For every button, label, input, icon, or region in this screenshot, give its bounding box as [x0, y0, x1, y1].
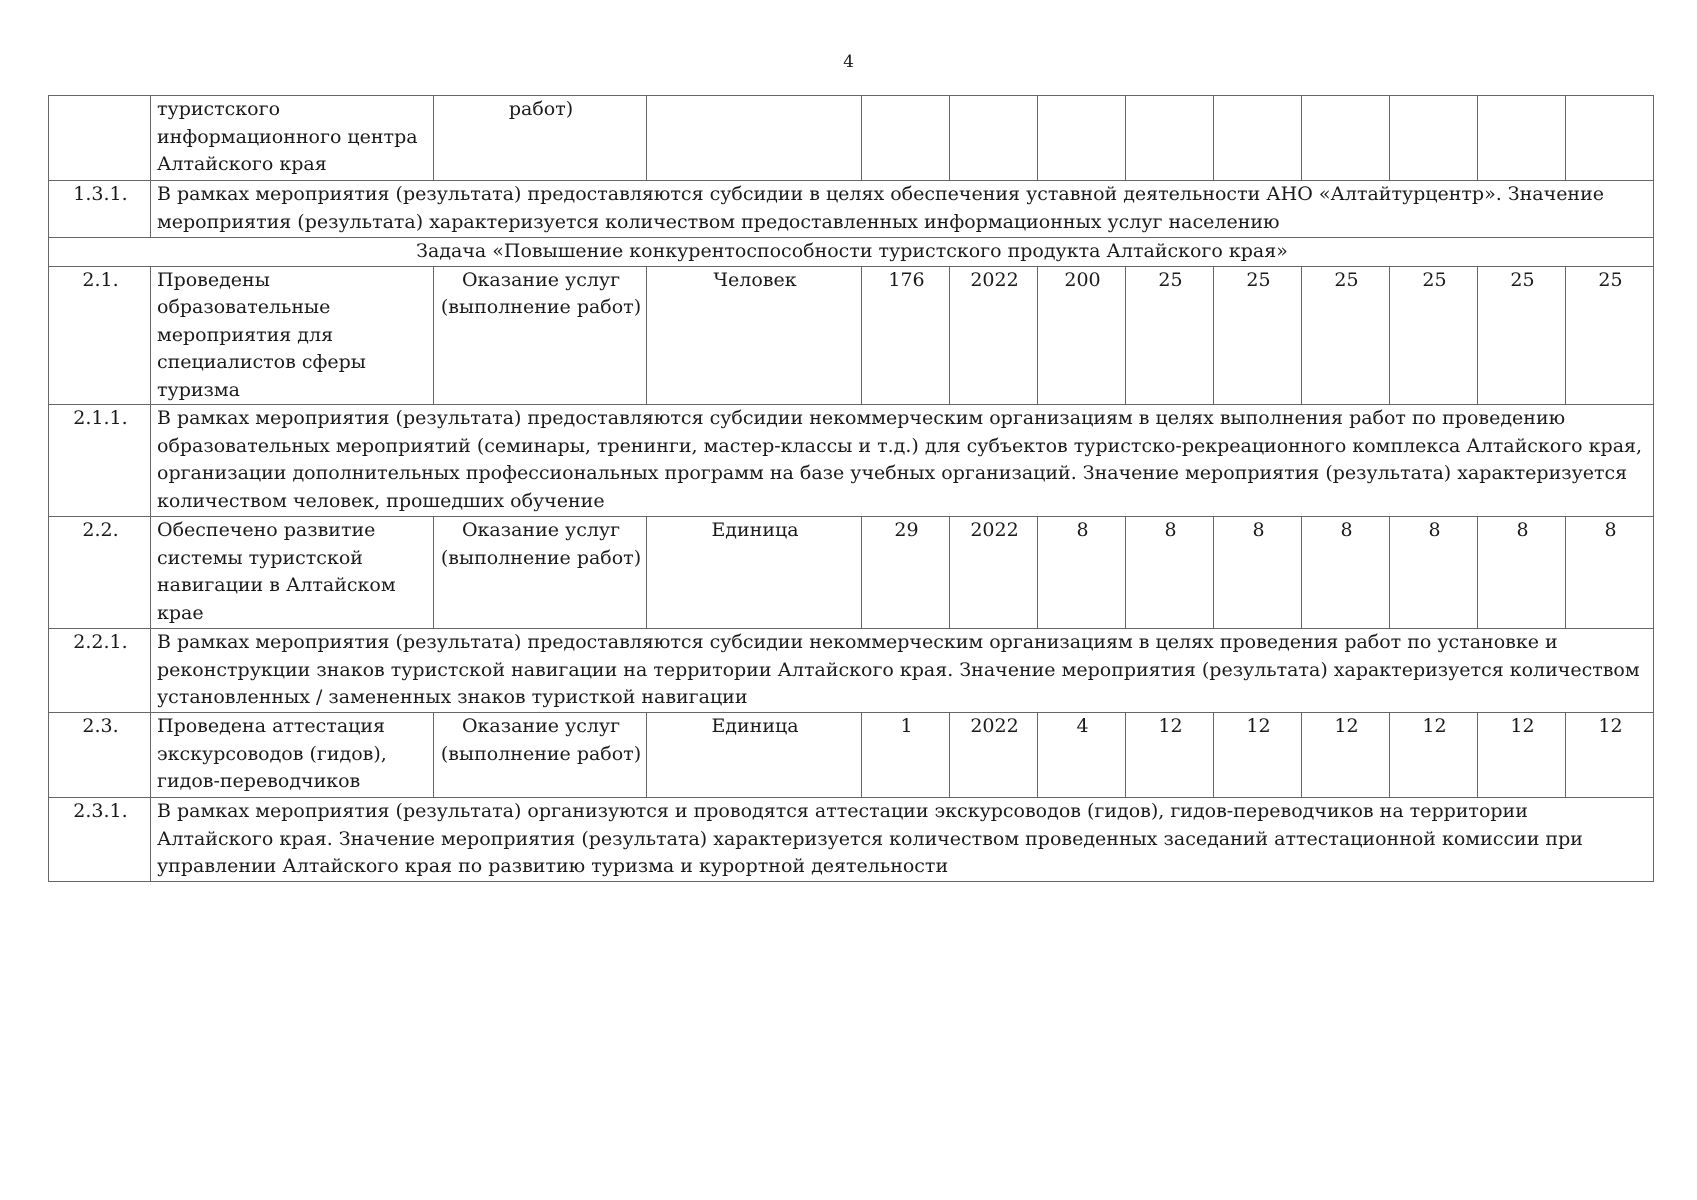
table-row [49, 517, 1654, 629]
year-value [1126, 96, 1214, 181]
measure-name: Проведена аттестация экскурсоводов (гидов), гидов-переводчиков [151, 713, 434, 798]
year-value [1390, 96, 1478, 181]
year-value: 25 [1390, 266, 1478, 405]
table-row [49, 181, 1654, 238]
task-heading: Задача «Повышение конкурентоспособности туристского продукта Алтайского края» [49, 238, 1654, 267]
measure-description: В рамках мероприятия (результата) предоставляются субсидии некоммерческим организациям в целях проведения работ по установке и реконструкции знаков туристской навигации на территории Алтайского края. Значение мероприятия (результата) характеризуется количеством установленных / замененных знаков туристкой навигации [151, 629, 1654, 713]
service-type: Оказание услуг (выполнение работ) [434, 266, 647, 405]
measure-description: В рамках мероприятия (результата) организуются и проводятся аттестации экскурсоводов (гидов), гидов-переводчиков на территории Алтайского края. Значение мероприятия (результата) характеризуется количеством проведенных заседаний аттестационной комиссии при управлении Алтайского края по развитию туризма и курортной деятельности [151, 798, 1654, 882]
row-number: 1.3.1. [49, 181, 151, 238]
year-value [1302, 96, 1390, 181]
year-value [1478, 96, 1566, 181]
year-value: 25 [1126, 266, 1214, 405]
row-number: 2.2. [49, 517, 151, 629]
year-value: 12 [1126, 713, 1214, 798]
year-value: 25 [1478, 266, 1566, 405]
table-row [49, 629, 1654, 713]
base-year [950, 96, 1038, 181]
year-value [1566, 96, 1654, 181]
year-value: 25 [1566, 266, 1654, 405]
year-value: 8 [1214, 517, 1302, 629]
year-value [1038, 96, 1126, 181]
year-value: 8 [1478, 517, 1566, 629]
unit: Человек [647, 266, 862, 405]
year-value: 8 [1126, 517, 1214, 629]
measure-name: Проведены образовательные мероприятия для специалистов сферы туризма [151, 266, 434, 405]
service-type: Оказание услуг (выполнение работ) [434, 713, 647, 798]
row-number: 2.3.1. [49, 798, 151, 882]
row-number: 2.1.1. [49, 405, 151, 517]
year-value: 25 [1302, 266, 1390, 405]
year-value: 12 [1566, 713, 1654, 798]
row-number: 2.2.1. [49, 629, 151, 713]
year-value: 4 [1038, 713, 1126, 798]
base-value: 1 [862, 713, 950, 798]
base-value: 29 [862, 517, 950, 629]
year-value: 8 [1038, 517, 1126, 629]
measure-description: В рамках мероприятия (результата) предоставляются субсидии некоммерческим организациям в целях выполнения работ по проведению образовательных мероприятий (семинары, тренинги, мастер-классы и т.д.) для субъектов туристско-рекреационного комплекса Алтайского края, организации дополнительных профессиональных программ на базе учебных организаций. Значение мероприятия (результата) характеризуется количеством человек, прошедших обучение [151, 405, 1654, 517]
service-type: Оказание услуг (выполнение работ) [434, 517, 647, 629]
base-year: 2022 [950, 713, 1038, 798]
year-value [1214, 96, 1302, 181]
service-type: работ) [434, 96, 647, 181]
year-value: 12 [1302, 713, 1390, 798]
table-row [49, 266, 1654, 405]
base-year: 2022 [950, 266, 1038, 405]
row-number: 2.1. [49, 266, 151, 405]
table-row [49, 798, 1654, 882]
year-value: 8 [1390, 517, 1478, 629]
base-year: 2022 [950, 517, 1038, 629]
year-value: 8 [1566, 517, 1654, 629]
base-value [862, 96, 950, 181]
measure-name: Обеспечено развитие системы туристской навигации в Алтайском крае [151, 517, 434, 629]
row-number: 2.3. [49, 713, 151, 798]
year-value: 12 [1390, 713, 1478, 798]
table-row [49, 713, 1654, 798]
base-value: 176 [862, 266, 950, 405]
unit: Единица [647, 517, 862, 629]
row-number [49, 96, 151, 181]
year-value: 8 [1302, 517, 1390, 629]
year-value: 25 [1214, 266, 1302, 405]
table-row [49, 96, 1654, 181]
measures-table [48, 95, 1654, 882]
unit [647, 96, 862, 181]
table-row [49, 405, 1654, 517]
task-row [49, 238, 1654, 267]
measure-description: В рамках мероприятия (результата) предоставляются субсидии в целях обеспечения уставной деятельности АНО «Алтайтурцентр». Значение мероприятия (результата) характеризуется количеством предоставленных информационных услуг населению [151, 181, 1654, 238]
year-value: 12 [1478, 713, 1566, 798]
year-value: 12 [1214, 713, 1302, 798]
year-value: 200 [1038, 266, 1126, 405]
page-number: 4 [843, 52, 854, 72]
measure-name: туристского информационного центра Алтайского края [151, 96, 434, 181]
unit: Единица [647, 713, 862, 798]
